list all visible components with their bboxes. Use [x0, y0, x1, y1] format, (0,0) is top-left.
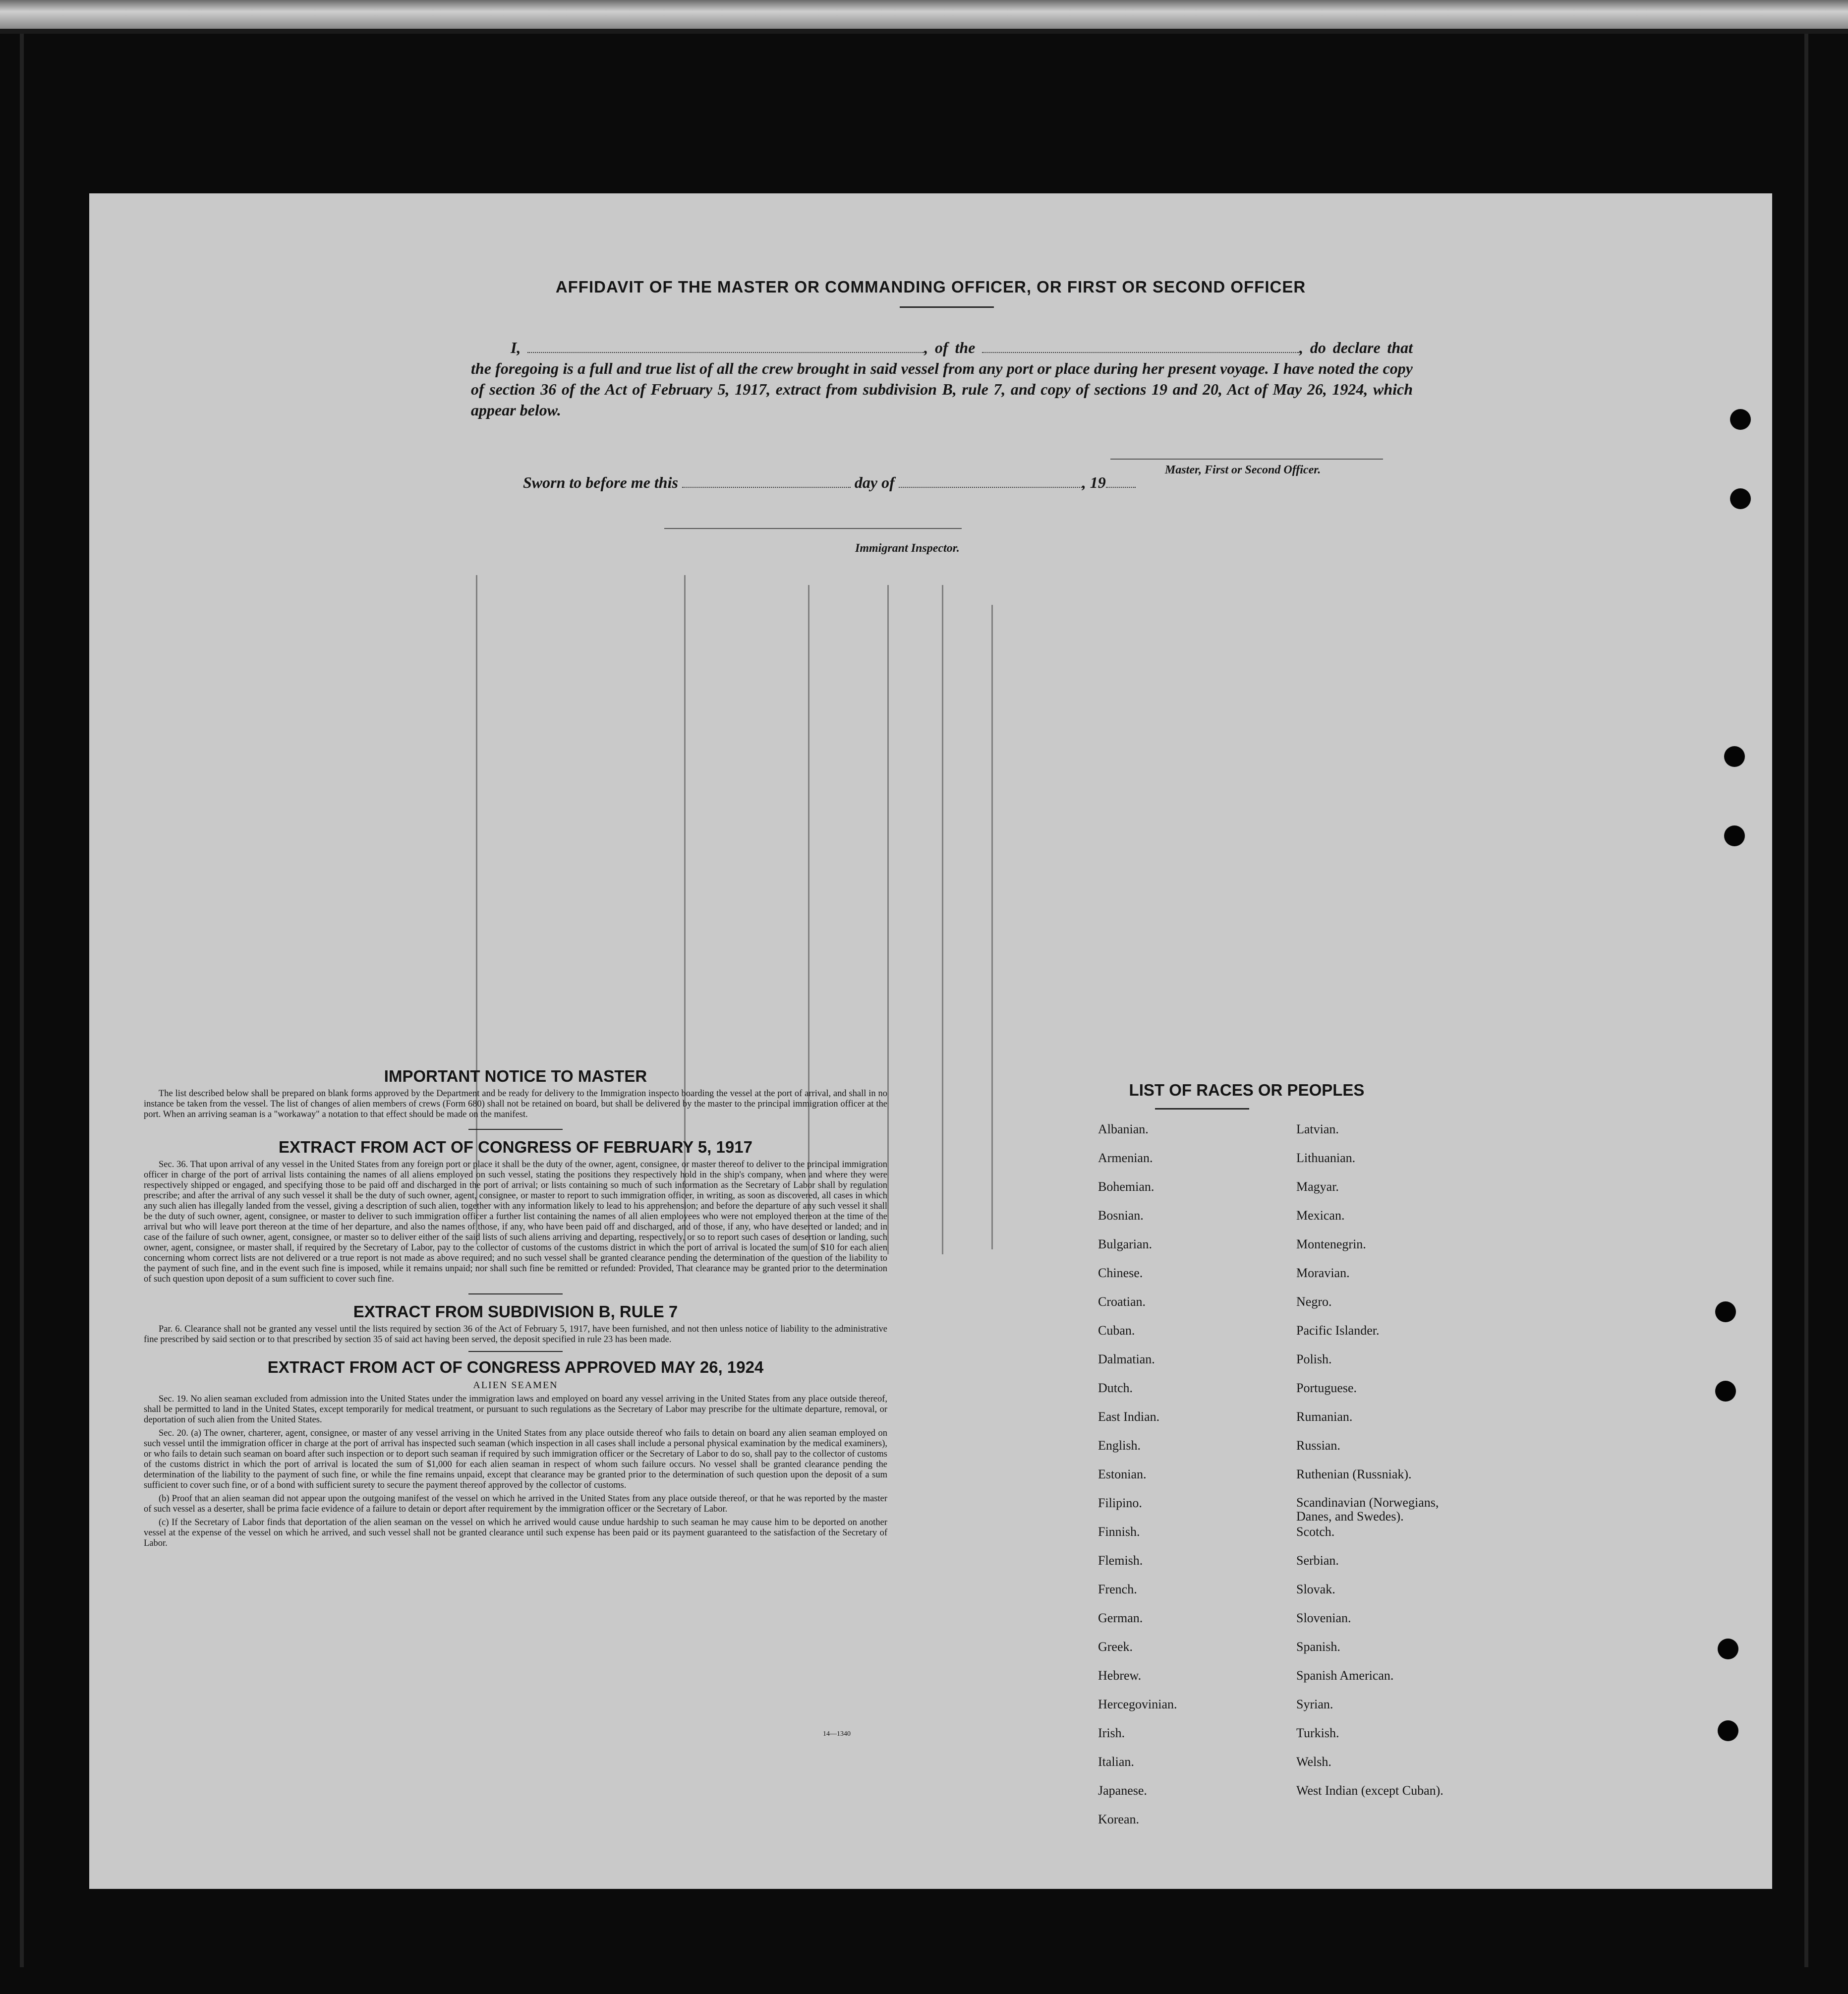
notice-and-extracts: [144, 1067, 887, 1549]
punch-hole: [1724, 746, 1745, 767]
sworn-day-label: day of: [854, 473, 895, 491]
race-item: Flemish.: [1098, 1553, 1143, 1568]
race-item: West Indian (except Cuban).: [1296, 1783, 1444, 1798]
race-item: Bohemian.: [1098, 1179, 1155, 1194]
race-item: Montenegrin.: [1296, 1237, 1366, 1251]
race-item: Armenian.: [1098, 1151, 1153, 1165]
race-item: Negro.: [1296, 1294, 1332, 1309]
section-divider: [468, 1351, 563, 1352]
affidavit-title: AFFIDAVIT OF THE MASTER OR COMMANDING OFFICER, OR FIRST OR SECOND OFFICER: [555, 278, 1306, 296]
race-item: Dutch.: [1098, 1381, 1133, 1395]
races-right-column: [1296, 1122, 1475, 1812]
race-item: Bosnian.: [1098, 1208, 1144, 1223]
race-item: Croatian.: [1098, 1294, 1146, 1309]
punch-hole: [1715, 1301, 1736, 1322]
race-item: Italian.: [1098, 1755, 1134, 1769]
affidavit-declare-label: , do declare: [1299, 339, 1381, 356]
race-item: Ruthenian (Russniak).: [1296, 1467, 1412, 1481]
race-item: Japanese.: [1098, 1783, 1147, 1798]
section-divider: [468, 1129, 563, 1130]
punch-hole: [1730, 488, 1751, 509]
master-signature-caption: Master, First or Second Officer.: [1165, 464, 1321, 476]
inspector-signature-line[interactable]: [664, 528, 962, 529]
race-item: Syrian.: [1296, 1697, 1333, 1711]
scan-right-edge: [1804, 34, 1808, 1967]
race-item: Rumanian.: [1296, 1409, 1353, 1424]
section-divider: [468, 1293, 563, 1294]
vessel-name-field[interactable]: [982, 340, 1299, 353]
race-item: Spanish American.: [1296, 1668, 1394, 1683]
race-item: Russian.: [1296, 1438, 1340, 1453]
races-title: LIST OF RACES OR PEOPLES: [1129, 1081, 1365, 1099]
races-left-column: [1098, 1122, 1177, 1841]
bleed-column-rule: [887, 585, 889, 1254]
race-item: Slovak.: [1296, 1582, 1335, 1596]
scan-left-edge: [20, 34, 24, 1967]
sworn-prefix: Sworn to before me this: [523, 473, 678, 491]
punch-hole: [1724, 825, 1745, 846]
punch-hole: [1718, 1720, 1738, 1741]
officer-name-field[interactable]: [527, 340, 924, 353]
race-item: Chinese.: [1098, 1266, 1143, 1280]
scanner-top-edge: [0, 29, 1848, 34]
race-item: Greek.: [1098, 1640, 1133, 1654]
race-item: Filipino.: [1098, 1496, 1142, 1510]
affidavit-text: [471, 337, 1413, 420]
race-item: Turkish.: [1296, 1726, 1339, 1740]
race-item: Lithuanian.: [1296, 1151, 1356, 1165]
extract-1924-sec20c: (c) If the Secretary of Labor finds that deportation of the alien seaman on the vessel on which he arrived would cause undue hardship to such seaman he may cause him to be deported on another vessel at the expense of the vessel on which he arrived, and such vessel shall not be granted clearance until such expense has been paid or its payment guaranteed to the satisfaction of the Secretary of Labor.: [144, 1518, 887, 1548]
race-item: Moravian.: [1296, 1266, 1350, 1280]
race-item: Spanish.: [1296, 1640, 1340, 1654]
race-item: Latvian.: [1296, 1122, 1339, 1136]
extract-1924-title: EXTRACT FROM ACT OF CONGRESS APPROVED MAY 26, 1924: [267, 1358, 764, 1376]
race-item: East Indian.: [1098, 1409, 1160, 1424]
race-item: English.: [1098, 1438, 1141, 1453]
bleed-column-rule: [991, 605, 993, 1249]
race-item: Serbian.: [1296, 1553, 1339, 1568]
extract-1924-sec20a: Sec. 20. (a) The owner, charterer, agent, consignee, or master of any vessel arriving in the United States from any place outside thereof who fails to detain on board any alien seaman employed on such vessel until the immigration officer in charge at the port of arrival has inspected such seaman (which inspection in all cases shall include a personal physical examination by the medical examiners), or who fails to detain such seaman on board after such inspection or to deport such seaman if required by such immigration officer or the Secretary of Labor to do so, shall pay to the collector of customs of the customs district in which the port of arrival is located the sum of $1,000 for each alien seaman in respect of whom such failure occurs. No vessel shall be granted clearance pending the determination of the liability to the payment of such fine, or while the fine remains unpaid, except that clearance may be granted prior to the determination of such question upon the deposit of a sum sufficient to cover such fine, or of a bond with sufficient surety to secure the payment thereof approved by the collector of customs.: [144, 1428, 887, 1490]
race-item: Hercegovinian.: [1098, 1697, 1177, 1711]
race-item: Mexican.: [1296, 1208, 1345, 1223]
race-item: Magyar.: [1296, 1179, 1339, 1194]
race-item: Portuguese.: [1296, 1381, 1357, 1395]
bleed-column-rule: [942, 585, 943, 1254]
extract-1917-body: Sec. 36. That upon arrival of any vessel in the United States from any foreign port or place it shall be the duty of the owner, agent, consignee, or master thereof to deliver to the principal immigration officer in charge of the port of arrival lists containing the names of all aliens employed on such vessel, stating the positions they respectively hold in the ship's company, when and where they were respectively shipped or engaged, and specifying those to be paid off and discharged in the port of arrival; or lists containing so much of such information as the Secretary of Labor shall by regulation prescribe; and after the arrival of any such vessel it shall be the duty of such owner, agent, consignee, or master to report to such immigration officer, in writing, as soon as discovered, all cases in which any such alien has illegally landed from the vessel, giving a description of such alien, together with any information likely to lead to his apprehension; and before the departure of any such vessel it shall be the duty of such owner, agent, consignee, or master to deliver to such immigration officer a further list containing the names of all alien employees who were not employed thereon at the time of the arrival but who will leave port thereon at the time of her departure, and also the names of those, if any, who have been paid off and discharged, and of those, if any, who have deserted or landed; and in case of the failure of such owner, agent, consignee, or master so to deliver either of the said lists of such aliens arriving and departing, respectively, or so to report such cases of desertion or landing, such owner, agent, consignee, or master shall, if required by the Secretary of Labor, pay to the collector of customs of the customs district in which the port of arrival is located the sum of $10 for each alien concerning whom correct lists are not delivered or a true report is not made as above required; and no such vessel shall be granted clearance pending the determination of the question of the liability to the payment of such fine, and in the event such fine is imposed, while it remains unpaid; nor shall such fine be remitted or refunded: Provided, That clearance may be granted prior to the determination of such question upon deposit of a sum sufficient to cover such fine.: [144, 1160, 887, 1284]
affidavit-of-the-label: , of the: [924, 339, 976, 356]
sworn-line: [523, 473, 1136, 492]
race-item: Dalmatian.: [1098, 1352, 1155, 1366]
extract-1924-sec19: Sec. 19. No alien seaman excluded from admission into the United States under the immigration laws and employed on board any vessel arriving in the United States from any place outside thereof, shall be permitted to land in the United States, except temporarily for medical treatment, or pursuant to such regulations as the Secretary of Labor may prescribe for the ultimate departure, removal, or deportation of such alien from the United States.: [144, 1394, 887, 1425]
punch-hole: [1730, 409, 1751, 430]
sworn-day-field[interactable]: [682, 475, 851, 488]
notice-title: IMPORTANT NOTICE TO MASTER: [384, 1067, 647, 1085]
race-item: French.: [1098, 1582, 1137, 1596]
race-item: Slovenian.: [1296, 1611, 1351, 1625]
race-item: Welsh.: [1296, 1755, 1331, 1769]
inspector-signature-caption: Immigrant Inspector.: [855, 542, 960, 555]
document-sheet: [89, 193, 1772, 1889]
race-item: Albanian.: [1098, 1122, 1149, 1136]
races-title-rule: [1155, 1108, 1249, 1110]
extract-1917-title: EXTRACT FROM ACT OF CONGRESS OF FEBRUARY 5, 1917: [279, 1138, 752, 1156]
sworn-month-field[interactable]: [899, 475, 1082, 488]
race-item: Polish.: [1296, 1352, 1332, 1366]
affidavit-body: that the foregoing is a full and true list of all the crew brought in said vessel from any port or place during her present voyage. I have noted the copy of section 36 of the Act of February 5, 1917, extract from subdivision B, rule 7, and copy of sections 19 and 20, Act of May 26, 1924, which appear below.: [471, 339, 1413, 419]
punch-hole: [1715, 1381, 1736, 1402]
race-item: Korean.: [1098, 1812, 1140, 1826]
scanner-top-bar: [0, 0, 1848, 29]
race-item: Hebrew.: [1098, 1668, 1142, 1683]
race-item: Finnish.: [1098, 1525, 1140, 1539]
extract-rule7-body: Par. 6. Clearance shall not be granted any vessel until the lists required by section 36 of the Act of February 5, 1917, have been furnished, and not then unless notice of liability to the administrative fine prescribed by said section or to that prescribed by section 35 of said act having been served, the deposit specified in rule 23 has been made.: [144, 1324, 887, 1345]
sworn-year-field[interactable]: [1106, 475, 1136, 488]
race-item: Pacific Islander.: [1296, 1323, 1380, 1338]
punch-hole: [1718, 1639, 1738, 1659]
race-item: German.: [1098, 1611, 1143, 1625]
race-item: Scotch.: [1296, 1525, 1335, 1539]
form-number: 14—1340: [823, 1730, 851, 1738]
extract-1924-sec20b: (b) Proof that an alien seaman did not appear upon the outgoing manifest of the vessel on which he arrived in the United States from any place outside thereof, or that he was reported by the master of such vessel as a deserter, shall be prima facie evidence of a failure to detain or deport after requirement by the immigration officer or the Secretary of Labor.: [144, 1494, 887, 1514]
race-item: Estonian.: [1098, 1467, 1147, 1481]
affidavit-i-label: I,: [511, 339, 521, 356]
race-item: Irish.: [1098, 1726, 1125, 1740]
affidavit-title-rule: [900, 306, 994, 308]
race-item: Bulgarian.: [1098, 1237, 1153, 1251]
race-item: Scandinavian (Norwegians, Danes, and Swedes).: [1296, 1495, 1439, 1524]
extract-1924-subtitle: ALIEN SEAMEN: [473, 1380, 558, 1391]
notice-body: The list described below shall be prepared on blank forms approved by the Department and be ready for delivery to the Immigration inspecto boarding the vessel at the port of arrival, and shall in no instance be taken from the vessel. The list of changes of alien members of crews (Form 680) shall not be retained on board, but shall be delivered by the master to the principal immigration officer at the port. When an arriving seaman is a "workaway" a notation to that effect should be made on the manifest.: [144, 1089, 887, 1119]
sworn-year-label: , 19: [1082, 473, 1106, 491]
extract-rule7-title: EXTRACT FROM SUBDIVISION B, RULE 7: [353, 1302, 678, 1321]
race-item: Cuban.: [1098, 1323, 1135, 1338]
master-signature-line[interactable]: [1110, 459, 1383, 460]
